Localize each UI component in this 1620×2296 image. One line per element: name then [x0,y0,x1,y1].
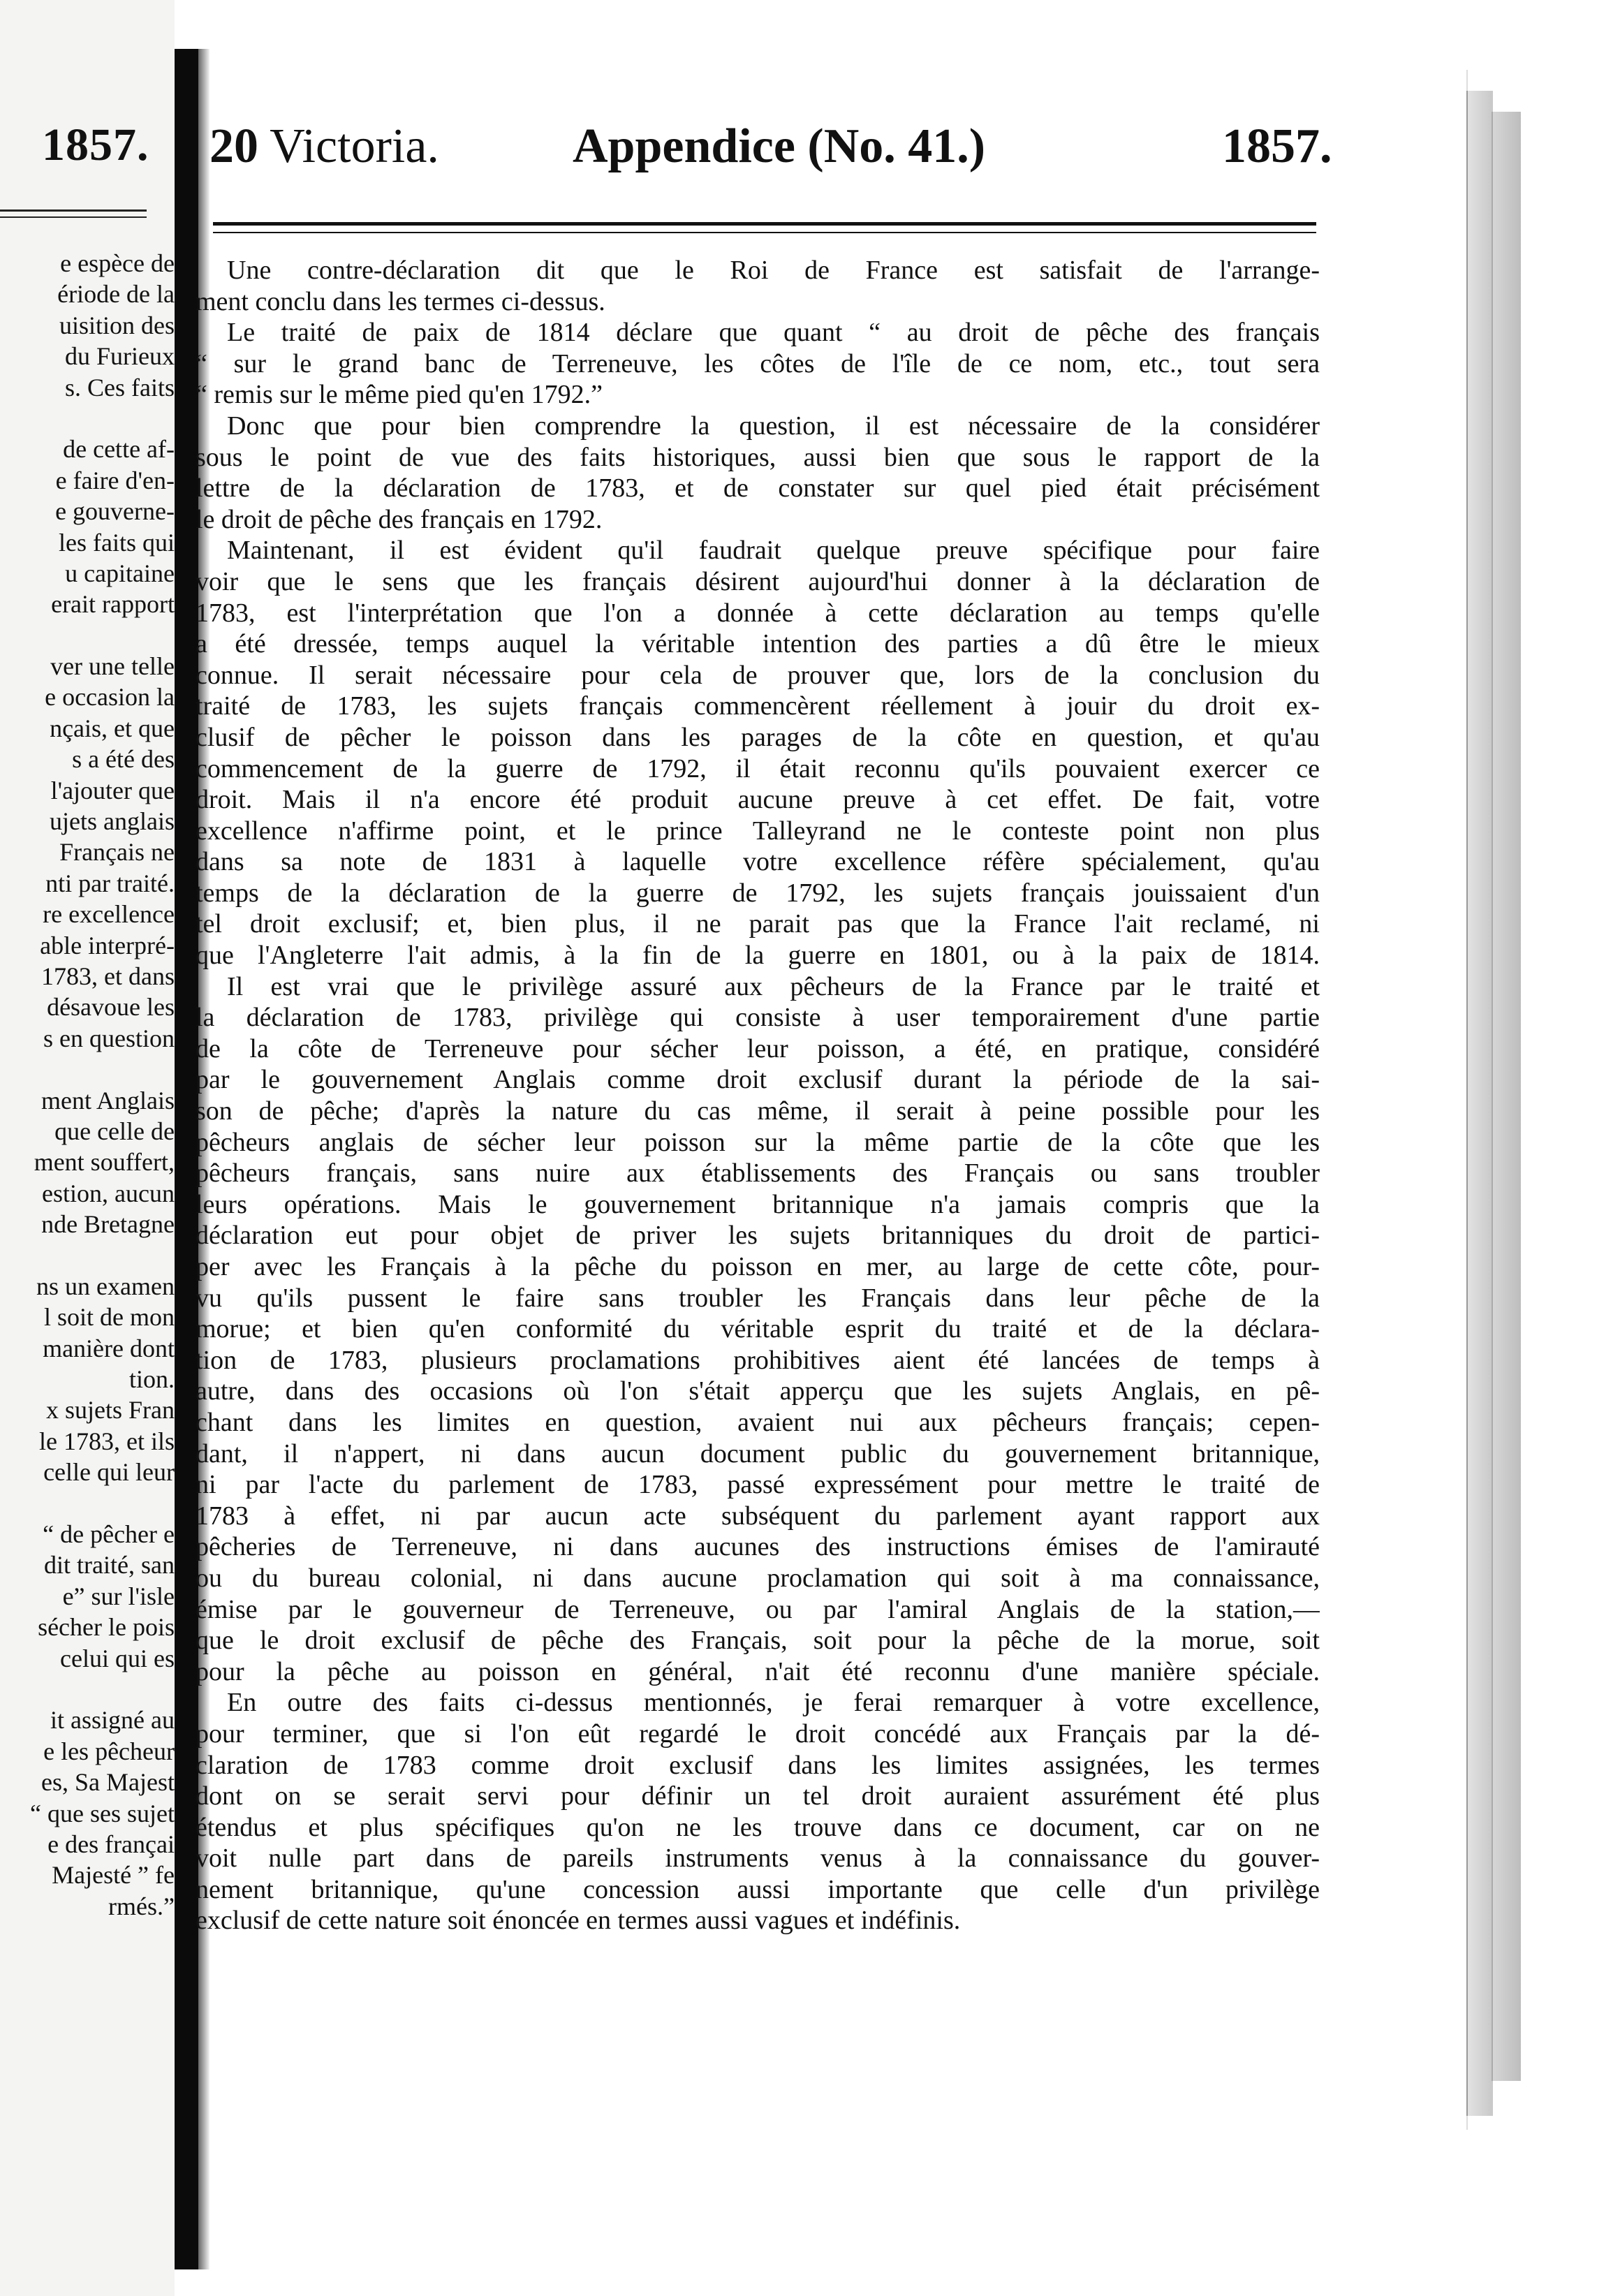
left-paragraph-gap [0,620,175,651]
text-line: vu qu'ils pussent le faire sans troubler les Français dans leur pêche de la [196,1283,1320,1313]
left-paragraph-gap [0,403,175,434]
left-page-line: ériode de la [57,280,175,309]
left-page-line: de cette af- [63,435,175,464]
left-page-line: “ que ses sujet [30,1799,175,1827]
header-year: 1857. [1222,119,1332,173]
text-line: Une contre-déclaration dit que le Roi de France est satisfait de l'arrange- [227,256,1320,285]
left-page-line: e les pêcheur [43,1737,175,1765]
left-page-line: ns un examen [36,1272,175,1300]
text-line: tion de 1783, plusieurs proclamations prohibitives aient été lancées de temps à [196,1345,1320,1375]
text-line: leurs opérations. Mais le gouvernement britannique n'a jamais compris que la [196,1189,1320,1219]
left-page-line: celle qui leur [43,1458,175,1487]
appendix-title: Appendice (No. 41.) [573,119,986,173]
left-page-line: ment souffert, [34,1148,175,1177]
left-paragraph-gap [0,1674,175,1705]
text-line: lettre de la déclaration de 1783, et de constater sur quel pied était précisément [196,473,1320,503]
body-text [196,255,1320,1936]
left-page-line: re excellence [43,900,175,929]
text-line: connue. Il serait nécessaire pour cela de prouver que, lors de la conclusion du [196,660,1320,690]
text-line: droit. Mais il n'a encore été produit aucune preuve à cet effet. De fait, votre [196,785,1320,815]
text-line: la déclaration de 1783, privilège qui consiste à user temporairement d'une partie [196,1003,1320,1033]
text-line: 1783, est l'interprétation que l'on a donnée à cette déclaration au temps qu'elle [196,598,1320,628]
regnal-year [209,119,439,175]
header-rule-thin [213,232,1316,233]
left-page-line: es, Sa Majest [41,1768,175,1797]
left-page-line: it assigné au [50,1706,175,1735]
header-rule [213,222,1316,226]
text-line: clusif de pêcher le poisson dans les parages de la côte en question, et qu'au [196,722,1320,752]
text-line: pêcheries de Terreneuve, ni dans aucunes des instructions émises de l'amirauté [196,1532,1320,1562]
text-line: autre, dans des occasions où l'on s'était apperçu que les sujets Anglais, en pê- [196,1376,1320,1406]
text-line: dant, il n'appert, ni dans aucun document public du gouvernement britannique, [196,1438,1320,1469]
text-line: 1783 à effet, ni par aucun acte subséquent du parlement ayant rapport aux [196,1501,1320,1531]
text-line: pour la pêche au poisson en général, n'ait été reconnu d'une manière spéciale. [196,1656,1320,1686]
left-page-line: les faits qui [59,528,175,557]
left-page-line: tion. [128,1365,175,1394]
text-line: morue; et bien qu'en conformité du véritable esprit du traité et de la déclara- [196,1314,1320,1344]
left-page-line: erait rapport [51,590,175,619]
left-page-line: “ de pêcher e [43,1520,175,1549]
left-page-line: du Furieux [65,342,175,371]
left-paragraph-gap [0,1240,175,1271]
left-page-line: 1783, et dans [41,962,175,990]
left-page-line: Majesté ” fe [52,1861,175,1890]
text-line: En outre des faits ci-dessus mentionnés, je ferai remarquer à votre excellence, [227,1688,1320,1718]
text-line: voit nulle part dans de pareils instruments venus à la connaissance du gouver- [196,1844,1320,1874]
text-line: traité de 1783, les sujets français commencèrent réellement à jouir du droit ex- [196,691,1320,721]
text-line: son de pêche; d'après la nature du cas même, il serait à peine possible pour les [196,1096,1320,1126]
text-line: nement britannique, qu'une concession aussi importante que celle d'un privilège [196,1874,1320,1904]
text-line: Maintenant, il est évident qu'il faudrait quelque preuve spécifique pour faire [227,536,1320,566]
text-line: émise par le gouverneur de Terreneuve, ou par l'amiral Anglais de la station,— [196,1594,1320,1624]
left-page-line: s en question [43,1024,175,1052]
left-page-line: manière dont [43,1334,175,1362]
left-page-line: désavoue les [47,993,175,1022]
text-line: ment conclu dans les termes ci-dessus. [196,286,605,316]
text-line: “ remis sur le même pied qu'en 1792.” [196,380,603,410]
text-line: que le droit exclusif de pêche des Français, soit pour la pêche de la morue, soit [196,1626,1320,1656]
text-line: que l'Angleterre l'ait admis, à la fin de la guerre en 1801, ou à la paix de 1814. [196,941,1320,971]
running-header [209,119,1332,189]
left-page-line: dit traité, san [44,1551,175,1580]
text-line: étendus et plus spécifiques qu'on ne les trouve dans ce document, car on ne [196,1812,1320,1842]
left-paragraph-gap [0,1488,175,1519]
left-page-line: le 1783, et ils [39,1427,175,1455]
left-page-line: uisition des [59,311,175,339]
text-line: ni par l'acte du parlement de 1783, passé expressément pour mettre le traité de [196,1470,1320,1500]
text-line: Il est vrai que le privilège assuré aux pêcheurs de la France par le traité et [227,971,1320,1001]
left-page-line: estion, aucun [42,1179,175,1207]
left-page-line: ujets anglais [50,807,175,836]
text-line: pêcheurs anglais de sécher leur poisson sur la même partie de la côte que les [196,1127,1320,1157]
left-page-line: nçais, et que [50,714,175,742]
text-line: exclusif de cette nature soit énoncée en termes aussi vagues et indéfinis. [196,1906,961,1936]
text-line: claration de 1783 comme droit exclusif dans les limites assignées, les termes [196,1750,1320,1780]
regnal-number: 20 [209,119,258,173]
text-line: tel droit exclusif; et, bien plus, il ne parait pas que la France l'ait reclamé, ni [196,909,1320,939]
left-page-line: Français ne [59,838,175,867]
left-paragraph-gap [0,1054,175,1084]
left-page-line: nde Bretagne [41,1210,175,1239]
text-line: commencement de la guerre de 1792, il était reconnu qu'ils pouvaient exercer ce [196,753,1320,783]
text-line: per avec les Français à la pêche du poisson en mer, au large de cette côte, pour- [196,1252,1320,1281]
text-line: pour terminer, que si l'on eût regardé le droit concédé aux Français par la dé- [196,1719,1320,1749]
left-page-line: s a été des [72,745,175,774]
left-page-line: rmés.” [108,1892,175,1920]
text-line: dans sa note de 1831 à laquelle votre excellence réfère spécialement, qu'au [196,847,1320,877]
text-line: temps de la déclaration de la guerre de 1792, les sujets français jouissaient d'un [196,878,1320,908]
text-line: Le traité de paix de 1814 déclare que quant “ au droit de pêche des français [227,318,1320,348]
left-page-line: e gouverne- [55,497,175,526]
left-page-line: celui qui es [60,1644,175,1672]
text-line: excellence n'affirme point, et le prince Talleyrand ne le conteste point non plus [196,816,1320,846]
page-edge [1466,91,1493,2116]
text-line: Donc que pour bien comprendre la question, il est nécessaire de la considérer [227,411,1320,441]
left-header-rule-thin [0,216,147,218]
page-edge-back [1492,112,1521,2081]
left-page-line: able interpré- [40,931,175,959]
left-page-line: ment Anglais [41,1086,175,1114]
text-line: pêcheurs français, sans nuire aux établissements des Français ou sans troubler [196,1158,1320,1189]
left-page-line: e espèce de [60,249,175,277]
text-line: déclaration eut pour objet de priver les sujets britanniques du droit de partici- [196,1221,1320,1251]
text-line: “ sur le grand banc de Terreneuve, les côtes de l'île de ce nom, etc., tout sera [196,348,1320,378]
left-page-line: ver une telle [50,652,175,681]
text-line: ou du bureau colonial, ni dans aucune proclamation qui soit à ma connaissance, [196,1563,1320,1593]
left-page-line: e des françai [47,1830,175,1858]
left-page-line: s. Ces faits [65,373,175,402]
left-page-header-year: 1857. [42,119,149,170]
previous-page-fragment [0,0,175,2296]
left-page-line: e” sur l'isle [62,1582,175,1610]
text-line: sous le point de vue des faits historiques, aussi bien que sous le rapport de la [196,442,1320,472]
left-header-rule [0,209,147,212]
left-page-text-column [0,248,175,1922]
left-page-line: x sujets Fran [46,1396,175,1425]
book-gutter [175,49,198,2269]
regnal-name: Victoria. [270,119,439,173]
left-page-line: u capitaine [65,559,175,587]
text-line: voir que le sens que les français désirent aujourd'hui donner à la déclaration de [196,566,1320,596]
text-line: chant dans les limites en question, avaient nui aux pêcheurs français; cepen- [196,1407,1320,1437]
left-page-line: que celle de [54,1117,175,1145]
text-line: de la côte de Terreneuve pour sécher leur poisson, a été, en pratique, considéré [196,1033,1320,1064]
text-line: a été dressée, temps auquel la véritable intention des parties a dû être le mieux [196,629,1320,659]
left-page-line: sécher le pois [38,1613,175,1642]
left-page-line: e occasion la [45,683,175,712]
text-line: par le gouvernement Anglais comme droit exclusif durant la période de la sai- [196,1065,1320,1095]
text-line: dont on se serait servi pour définir un tel droit auraient assurément été plus [196,1781,1320,1811]
text-line: le droit de pêche des français en 1792. [196,504,603,534]
left-page-line: e faire d'en- [55,466,175,494]
left-page-line: nti par traité. [45,869,175,897]
left-page-line: l soit de mon [44,1303,175,1332]
left-page-line: l'ajouter que [50,776,175,804]
